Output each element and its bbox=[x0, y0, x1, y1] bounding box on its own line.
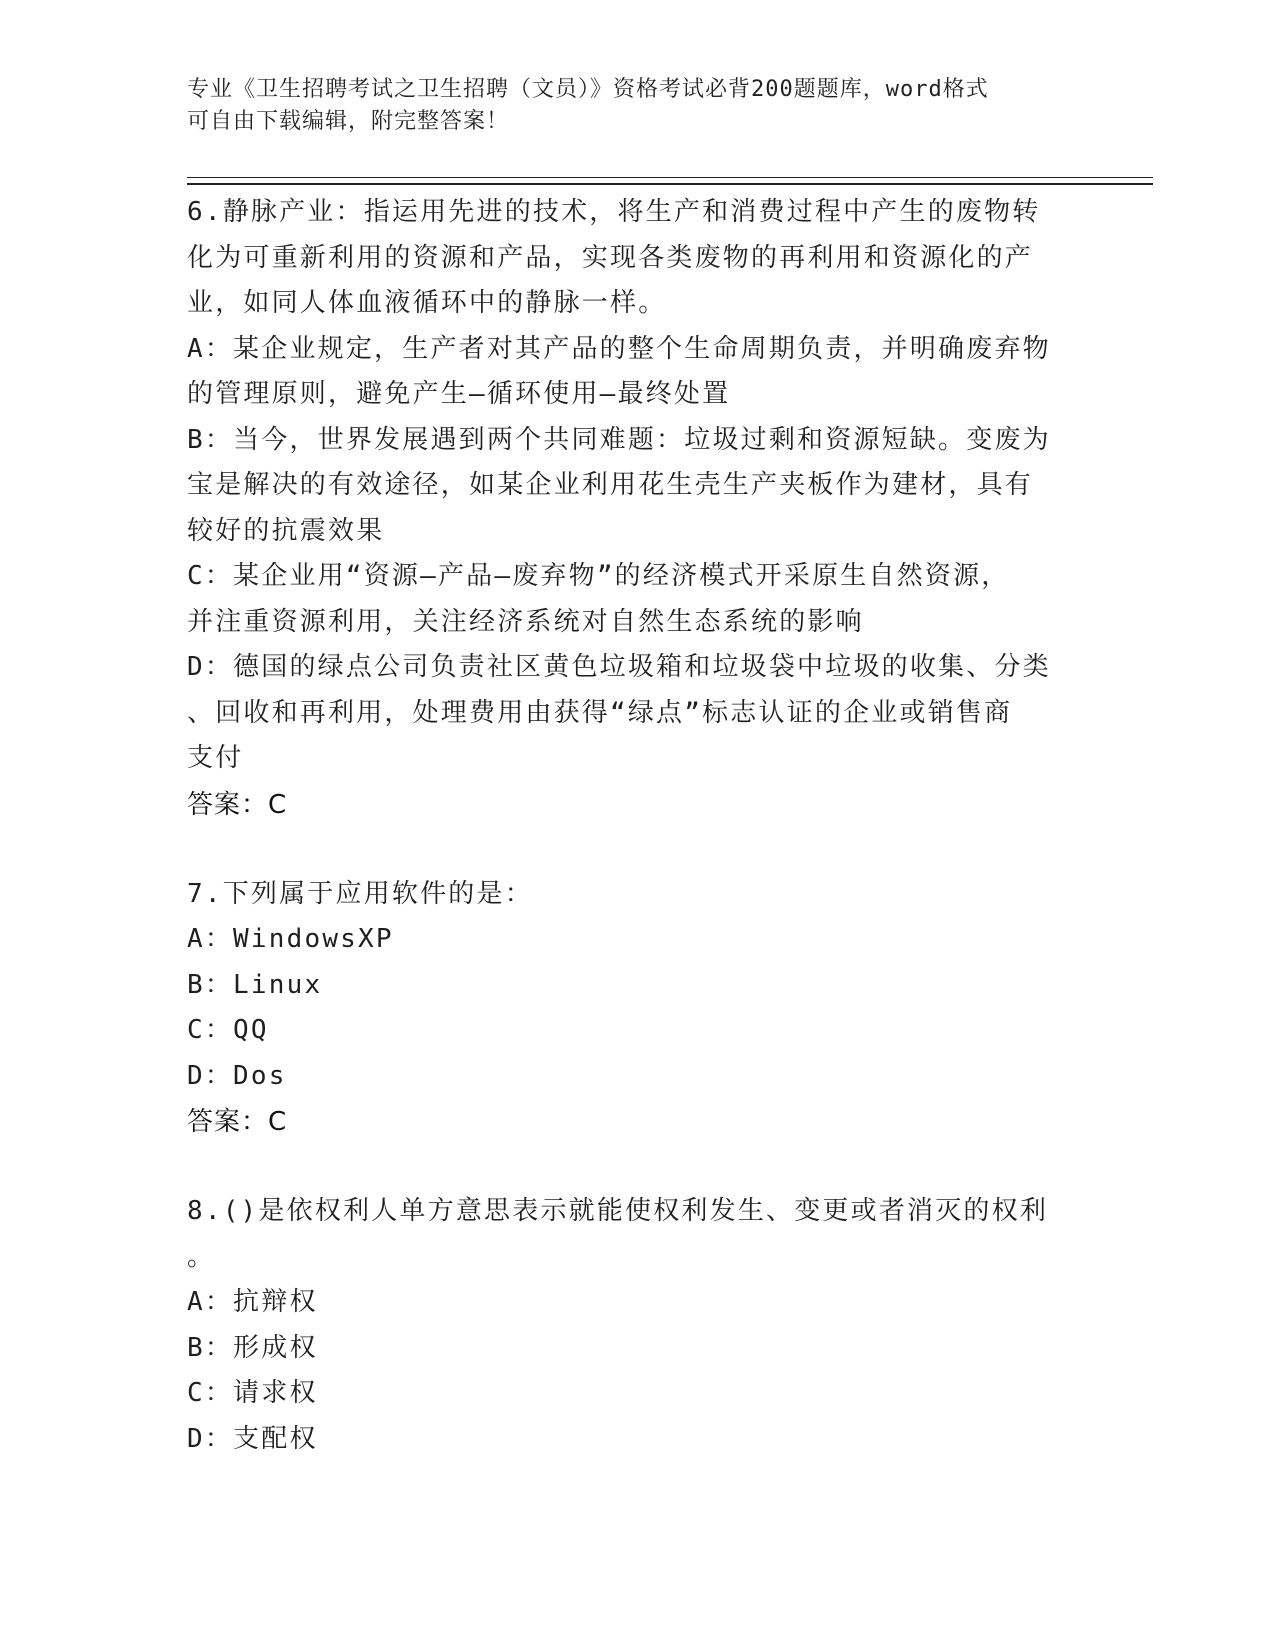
question-spacer bbox=[187, 1145, 1087, 1189]
question-stem-line: 化为可重新利用的资源和产品，实现各类废物的再利用和资源化的产 bbox=[187, 242, 1034, 273]
header-divider-thin bbox=[187, 177, 1153, 178]
question-stem-line: 7.下列属于应用软件的是： bbox=[187, 878, 533, 909]
option-c-line: C：某企业用“资源—产品—废弃物”的经济模式开采原生自然资源， bbox=[187, 561, 1010, 591]
option-b-line: 宝是解决的有效途径，如某企业利用花生壳生产夹板作为建材，具有 bbox=[187, 470, 1034, 500]
option-a-line: A：抗辩权 bbox=[187, 1287, 318, 1317]
option-b-line: B：形成权 bbox=[187, 1332, 318, 1363]
option-d-line: 、回收和再利用，处理费用由获得“绿点”标志认证的企业或销售商 bbox=[187, 697, 1013, 728]
option-c-line: C：QQ bbox=[187, 1015, 269, 1045]
header-title-line-1: 专业《卫生招聘考试之卫生招聘（文员）》资格考试必背200题题库，word格式 bbox=[187, 77, 989, 102]
option-d-line: D：支配权 bbox=[187, 1423, 318, 1454]
question-8 bbox=[187, 1189, 1087, 1462]
option-d-line: 支付 bbox=[187, 743, 244, 773]
question-stem-line: 6.静脉产业：指运用先进的技术，将生产和消费过程中产生的废物转 bbox=[187, 197, 1041, 227]
question-stem-line: 。 bbox=[187, 1241, 216, 1272]
question-list bbox=[187, 190, 1087, 1462]
header-divider-thick bbox=[187, 183, 1153, 185]
question-stem-line: 8.()是依权利人单方意思表示就能使权利发生、变更或者消灭的权利 bbox=[187, 1196, 1049, 1226]
question-6 bbox=[187, 190, 1087, 828]
option-c-line: C：请求权 bbox=[187, 1378, 318, 1408]
answer-label: 答案：C bbox=[187, 1107, 288, 1137]
option-b-line: 较好的抗震效果 bbox=[187, 515, 385, 546]
option-c-line: 并注重资源利用，关注经济系统对自然生态系统的影响 bbox=[187, 606, 864, 637]
option-b-line: B：当今，世界发展遇到两个共同难题：垃圾过剩和资源短缺。变废为 bbox=[187, 424, 1051, 455]
option-a-line: A：某企业规定，生产者对其产品的整个生命周期负责，并明确废弃物 bbox=[187, 333, 1051, 364]
question-stem-line: 业，如同人体血液循环中的静脉一样。 bbox=[187, 288, 667, 318]
option-d-line: D：Dos bbox=[187, 1060, 287, 1091]
option-b-line: B：Linux bbox=[187, 969, 323, 1000]
question-spacer bbox=[187, 828, 1087, 872]
question-7 bbox=[187, 872, 1087, 1146]
document-header bbox=[187, 74, 1087, 138]
option-a-line: 的管理原则，避免产生—循环使用—最终处置 bbox=[187, 379, 731, 409]
answer-label: 答案：C bbox=[187, 789, 288, 820]
option-d-line: D：德国的绿点公司负责社区黄色垃圾箱和垃圾袋中垃圾的收集、分类 bbox=[187, 652, 1051, 682]
option-a-line: A：WindowsXP bbox=[187, 924, 394, 954]
header-title-line-2: 可自由下载编辑，附完整答案！ bbox=[187, 109, 510, 134]
